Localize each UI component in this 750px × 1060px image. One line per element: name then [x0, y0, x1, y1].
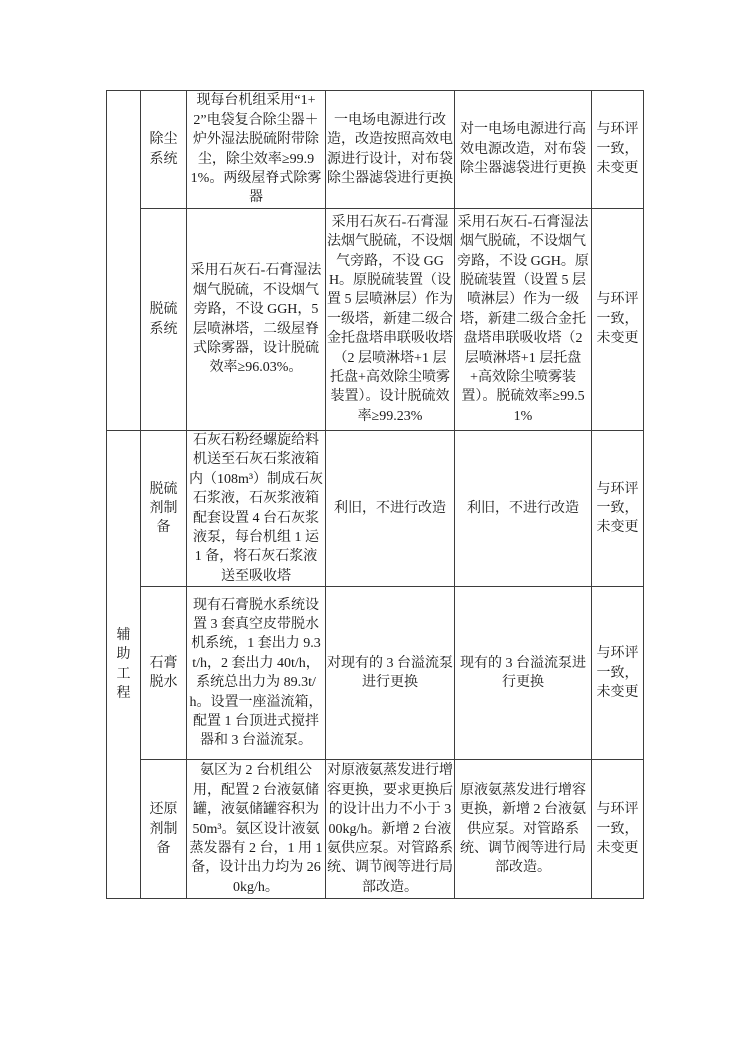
original-facility-cell: 采用石灰石-石膏湿法烟气脱硫，不设烟气旁路，不设 GGH，5 层喷淋塔，二级屋脊式除雾器，设计脱硫效率≥96.03%。	[187, 209, 326, 431]
conclusion-text: 与环评一致，未变更	[596, 802, 639, 856]
table-row-desulfurizer-prep	[107, 431, 644, 587]
original-facility-cell: 氨区为 2 台机组公用，配置 2 台液氨储罐，液氨储罐容积为 50m³。氨区设计液氨蒸发器有 2 台，1 用 1 备，设计出力均为 260kg/h。	[187, 760, 326, 899]
original-facility-cell: 现每台机组采用“1+2”电袋复合除尘器＋炉外湿法脱硫附带除尘，除尘效率≥99.91%。两级屋脊式除雾器	[187, 91, 326, 209]
original-facility-cell: 现有石膏脱水系统设置 3 套真空皮带脱水机系统，1 套出力 9.3t/h，2 套出力 40t/h，系统总出力为 89.3t/h。设置一座溢流箱，配置 1 台顶进式搅拌器和 3 台溢流泵。	[187, 587, 326, 760]
row-label	[141, 431, 187, 587]
actual-change-cell: 原液氨蒸发进行增容更换，新增 2 台液氨供应泵。对管路系统、调节阀等进行局部改造。	[455, 760, 592, 899]
table-row-gypsum-dewatering	[107, 587, 644, 760]
conclusion-cell	[592, 209, 644, 431]
actual-change-cell: 对一电场电源进行高效电源改造，对布袋除尘器滤袋进行更换	[455, 91, 592, 209]
actual-change-cell: 现有的 3 台溢流泵进行更换	[455, 587, 592, 760]
planned-change-cell: 利旧，不进行改造	[326, 431, 455, 587]
group-label-text: 辅助工程	[116, 627, 131, 702]
comparison-table	[106, 90, 644, 899]
table-row-desulfurization	[107, 209, 644, 431]
conclusion-text: 与环评一致，未变更	[596, 646, 639, 700]
original-facility-cell: 石灰石粉经螺旋给料机送至石灰石浆液箱内（108m³）制成石灰石浆液，石灰浆液箱配套设置 4 台石灰浆液泵，每台机组 1 运 1 备，将石灰石浆液送至吸收塔	[187, 431, 326, 587]
conclusion-cell	[592, 760, 644, 899]
row-label-text: 脱硫剂制备	[149, 481, 178, 536]
row-label-text: 石膏脱水	[149, 655, 178, 691]
conclusion-cell	[592, 431, 644, 587]
group-label-cell	[107, 431, 141, 899]
row-label	[141, 91, 187, 209]
table-row-reducing-agent-prep	[107, 760, 644, 899]
row-label	[141, 209, 187, 431]
actual-change-cell: 采用石灰石-石膏湿法烟气脱硫，不设烟气旁路，不设 GGH。原脱硫装置（设置 5 层喷淋层）作为一级塔，新建二级合金托盘塔串联吸收塔（2 层喷淋塔+1 层托盘+高效除尘喷雾装置）。脱硫效率≥99.51%	[455, 209, 592, 431]
planned-change-cell: 对现有的 3 台溢流泵进行更换	[326, 587, 455, 760]
conclusion-text: 与环评一致，未变更	[596, 122, 639, 177]
planned-change-cell: 对原液氨蒸发进行增容更换，要求更换后的设计出力不小于 300kg/h。新增 2 台液氨供应泵。对管路系统、调节阀等进行局部改造。	[326, 760, 455, 899]
actual-change-cell: 利旧，不进行改造	[455, 431, 592, 587]
table-row-dust-removal	[107, 91, 644, 209]
conclusion-text: 与环评一致，未变更	[596, 292, 639, 347]
planned-change-cell: 一电场电源进行改造，改造按照高效电源进行设计，对布袋除尘器滤袋进行更换	[326, 91, 455, 209]
conclusion-cell	[592, 587, 644, 760]
row-label-text: 还原剂制备	[149, 802, 178, 856]
conclusion-text: 与环评一致，未变更	[596, 481, 639, 536]
row-label-text: 脱硫系统	[149, 302, 178, 337]
row-label	[141, 760, 187, 899]
conclusion-cell	[592, 91, 644, 209]
planned-change-cell: 采用石灰石-石膏湿法烟气脱硫，不设烟气旁路，不设 GGH。原脱硫装置（设置 5 层喷淋层）作为一级塔，新建二级合金托盘塔串联吸收塔（2 层喷淋塔+1 层托盘+高效除尘喷雾装置）。设计脱硫效率≥99.23%	[326, 209, 455, 431]
row-label	[141, 587, 187, 760]
comparison-table-container	[106, 90, 644, 899]
row-label-text: 除尘系统	[149, 132, 178, 167]
group-spacer-cell	[107, 91, 141, 431]
